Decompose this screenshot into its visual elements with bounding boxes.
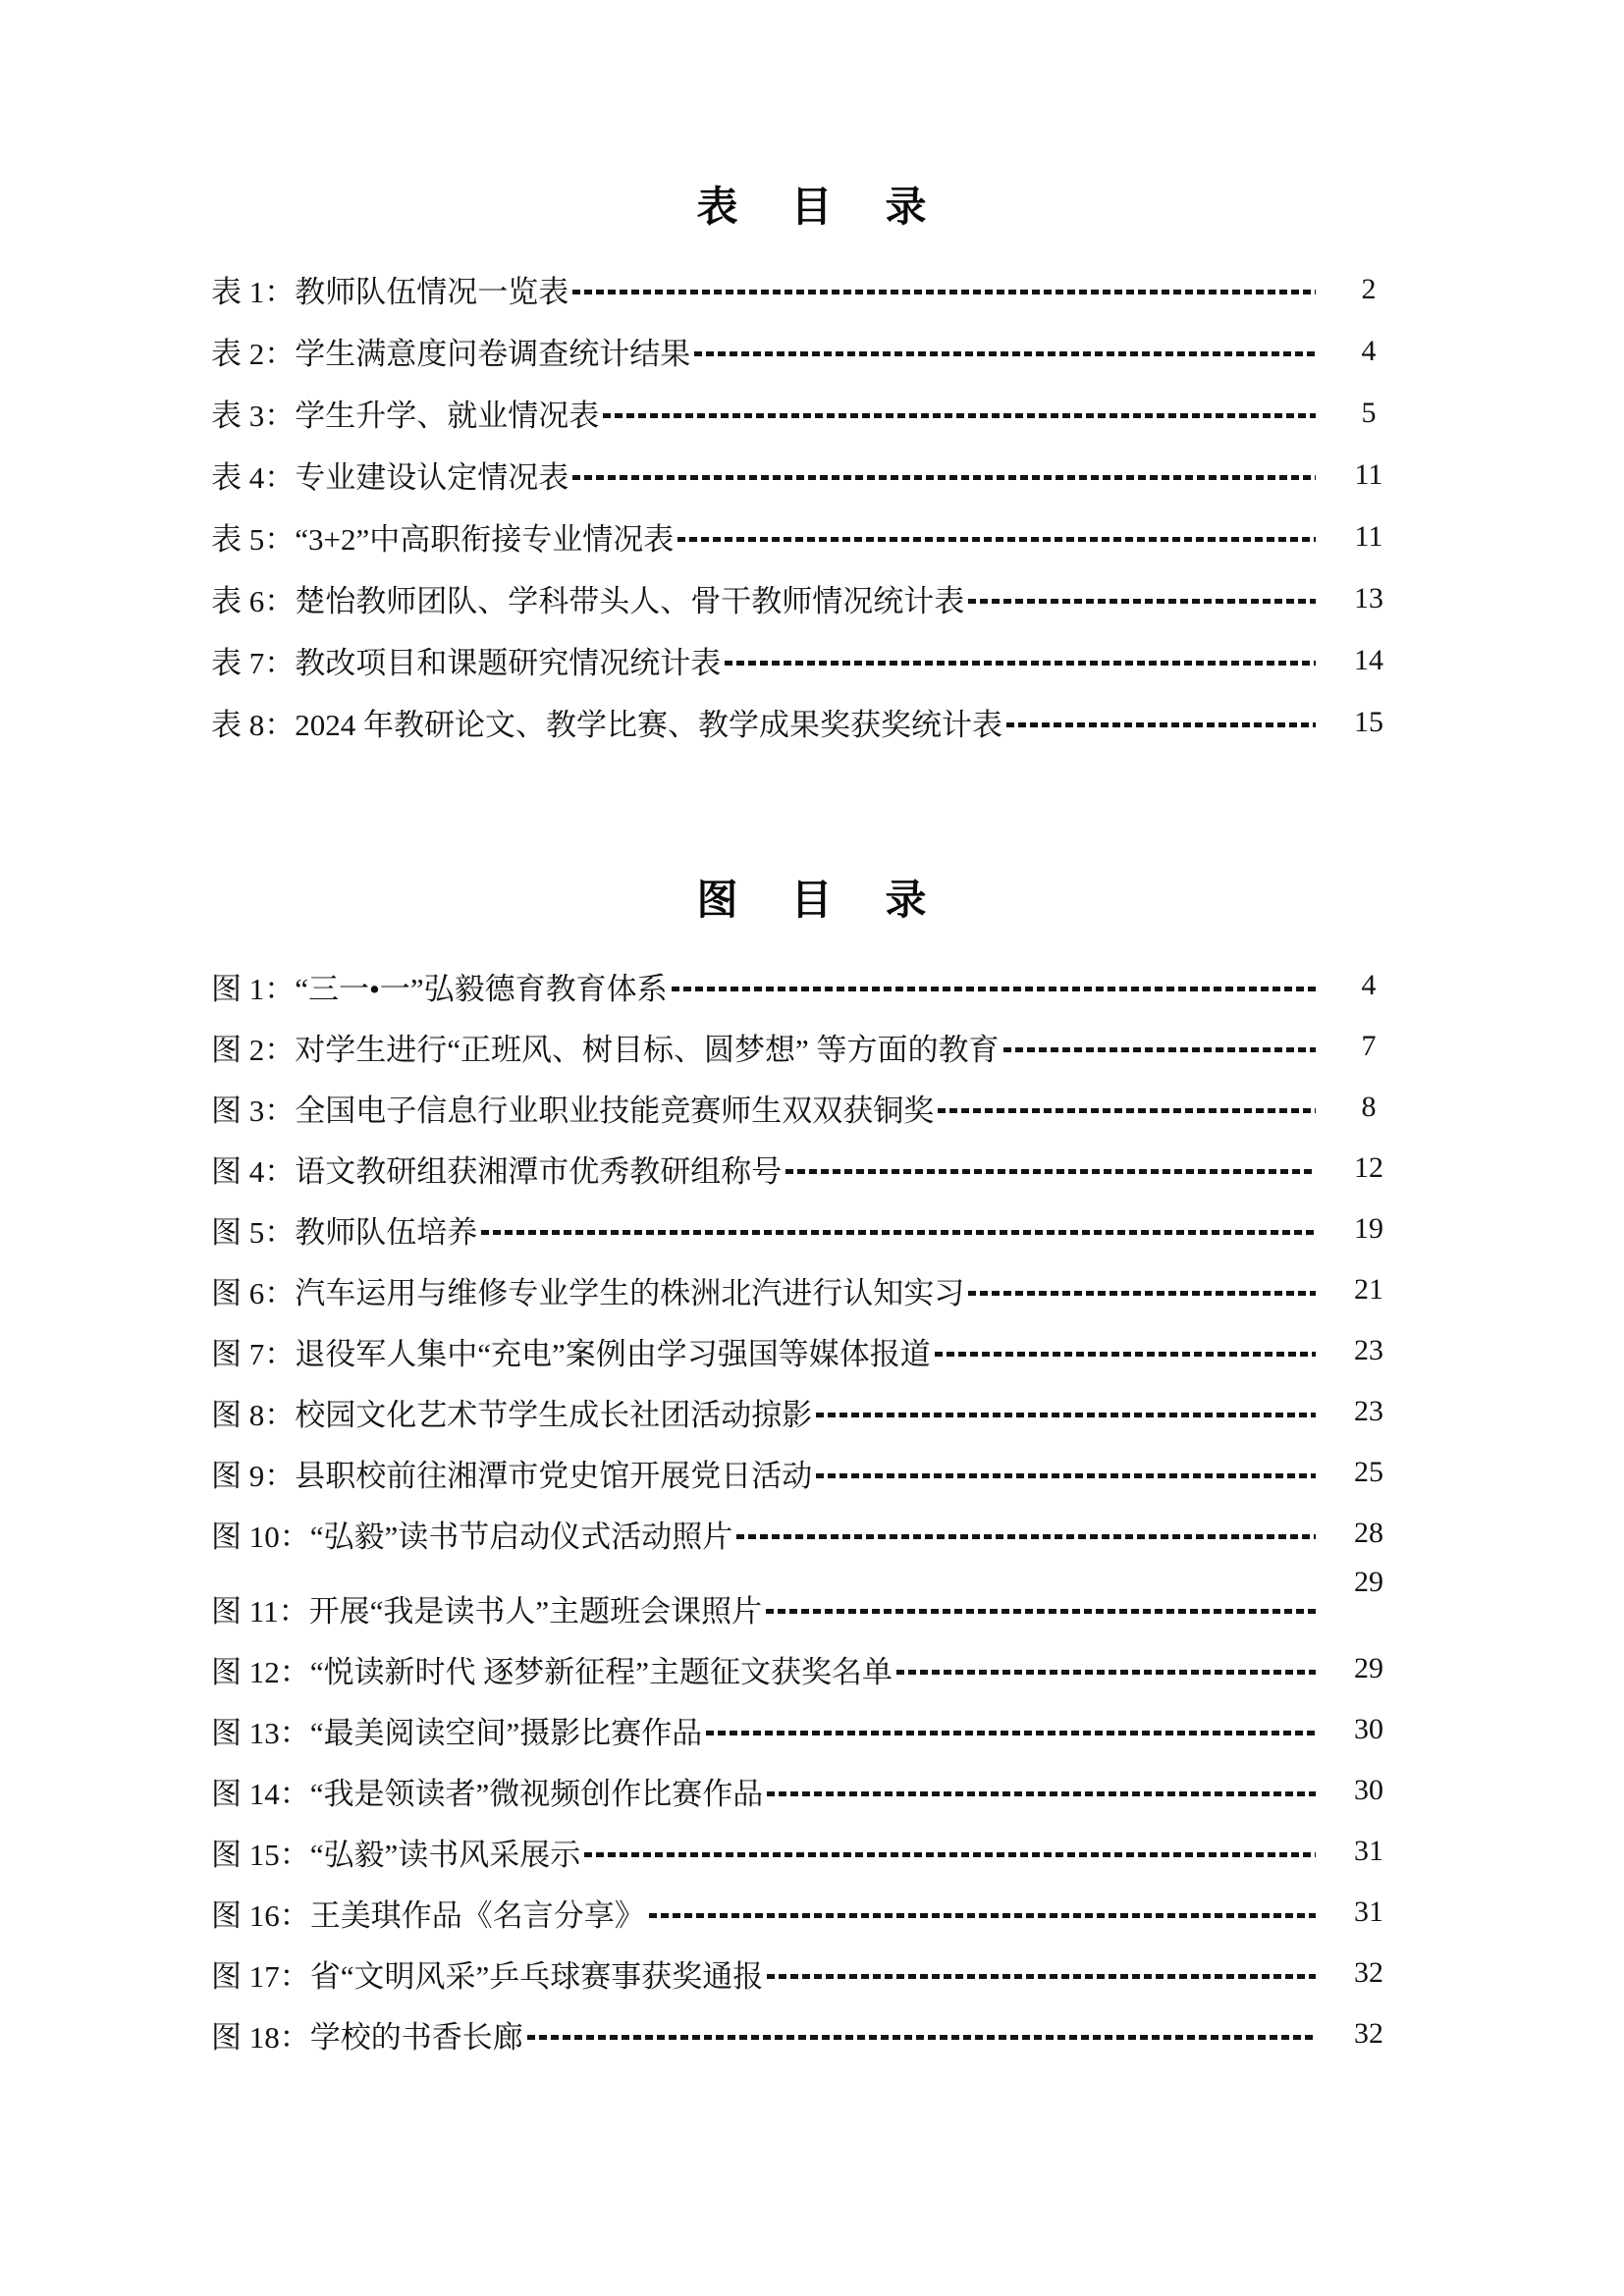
toc-entry-label: 表 1：教师队伍情况一览表 <box>211 275 569 309</box>
toc-entry-label: 图 6：汽车运用与维修专业学生的株洲北汽进行认知实习 <box>211 1275 965 1310</box>
dotted-leader <box>767 1791 1316 1796</box>
dotted-leader <box>572 290 1316 294</box>
toc-entry-label: 图 9：县职校前往湘潭市党史馆开展党日活动 <box>211 1458 813 1493</box>
toc-entry <box>211 1760 1418 1821</box>
toc-entry-page: 5 <box>1361 396 1377 429</box>
toc-entry <box>211 506 1418 567</box>
dotted-leader <box>1003 1047 1316 1052</box>
toc-entry <box>211 1259 1418 1320</box>
dotted-leader <box>816 1473 1316 1478</box>
toc-entry-label: 图 1：“三一•一”弘毅德育教育体系 <box>211 971 668 1006</box>
toc-entry <box>211 691 1418 753</box>
toc-entry-page: 14 <box>1354 643 1383 676</box>
dotted-leader <box>694 351 1316 356</box>
toc-entry-label: 图 10：“弘毅”读书节启动仪式活动照片 <box>211 1519 733 1554</box>
toc-entry-page: 4 <box>1361 334 1377 367</box>
toc-entry-page: 32 <box>1354 1956 1383 1989</box>
toc-entry-page: 31 <box>1354 1835 1383 1867</box>
toc-entry-label: 图 18：学校的书香长廊 <box>211 2019 523 2055</box>
toc-entry <box>211 320 1418 382</box>
toc-entry-page: 11 <box>1354 457 1383 491</box>
dotted-leader <box>816 1413 1316 1417</box>
toc-entry-page: 12 <box>1354 1151 1383 1184</box>
dotted-leader <box>572 475 1316 480</box>
toc-entry-label: 图 7：退役军人集中“充电”案例由学习强国等媒体报道 <box>211 1336 931 1371</box>
dotted-leader <box>481 1230 1316 1235</box>
dotted-leader <box>706 1731 1316 1735</box>
dotted-leader <box>725 661 1316 666</box>
toc-entry <box>211 1077 1418 1138</box>
toc-entry <box>211 1381 1418 1442</box>
toc-entry-page: 2 <box>1361 272 1377 305</box>
toc-entry <box>211 382 1418 444</box>
toc-entry-label: 图 4：语文教研组获湘潭市优秀教研组称号 <box>211 1153 783 1189</box>
toc-entry-page: 29 <box>1354 1652 1383 1684</box>
toc-entry <box>211 2003 1418 2064</box>
toc-entry-page: 29 <box>1354 1566 1383 1598</box>
dotted-leader <box>677 537 1316 542</box>
dotted-leader <box>935 1352 1316 1357</box>
toc-entry-page: 7 <box>1361 1030 1377 1062</box>
toc-entry-page: 30 <box>1354 1713 1383 1745</box>
toc-entry-label: 表 3：学生升学、就业情况表 <box>211 399 600 433</box>
dotted-leader <box>968 1291 1316 1296</box>
toc-entry-label: 表 7：教改项目和课题研究情况统计表 <box>211 646 722 680</box>
toc-entry-page: 13 <box>1354 581 1383 614</box>
toc-entry <box>211 1638 1418 1699</box>
dotted-leader <box>736 1534 1316 1539</box>
toc-entry-label: 表 4：专业建设认定情况表 <box>211 460 569 495</box>
toc-entry-label: 图 15：“弘毅”读书风采展示 <box>211 1837 581 1872</box>
toc-entry <box>211 955 1418 1016</box>
toc-entry-page: 11 <box>1354 519 1383 553</box>
toc-entry-label: 表 5：“3+2”中高职衔接专业情况表 <box>211 522 675 557</box>
toc-entry <box>211 444 1418 506</box>
dotted-leader <box>603 413 1316 418</box>
toc-entry <box>211 629 1418 691</box>
toc-entry-label: 图 3：全国电子信息行业职业技能竞赛师生双双获铜奖 <box>211 1093 935 1128</box>
toc-entry-page: 31 <box>1354 1896 1383 1928</box>
tables-toc-title: 表 目 录 <box>696 184 933 230</box>
dotted-leader <box>672 987 1316 991</box>
dotted-leader <box>649 1913 1316 1918</box>
toc-entry <box>211 1943 1418 2003</box>
toc-entry-page: 25 <box>1354 1456 1383 1488</box>
toc-entry-label: 图 16：王美琪作品《名言分享》 <box>211 1897 645 1933</box>
dotted-leader <box>896 1670 1316 1675</box>
toc-entry-label: 图 5：教师队伍培养 <box>211 1214 478 1250</box>
toc-entry-page: 19 <box>1354 1212 1383 1245</box>
toc-entry-page: 23 <box>1354 1334 1383 1366</box>
figures-toc-section <box>211 875 1418 2064</box>
toc-entry-page: 28 <box>1354 1517 1383 1549</box>
dotted-leader <box>785 1169 1316 1174</box>
toc-entry <box>211 1016 1418 1077</box>
figures-toc-list <box>211 955 1418 2064</box>
toc-entry-label: 图 17：省“文明风采”乒乓球赛事获奖通报 <box>211 1958 764 1994</box>
toc-entry <box>211 1503 1418 1564</box>
dotted-leader <box>1006 722 1316 727</box>
toc-entry-label: 图 2：对学生进行“正班风、树目标、圆梦想” 等方面的教育 <box>211 1032 1000 1067</box>
dotted-leader <box>767 1974 1316 1979</box>
figures-toc-title: 图 目 录 <box>696 877 933 923</box>
dotted-leader <box>766 1609 1316 1614</box>
dotted-leader <box>968 599 1316 604</box>
toc-entry <box>211 1699 1418 1760</box>
toc-entry-page: 8 <box>1361 1091 1377 1123</box>
toc-entry-page: 30 <box>1354 1774 1383 1806</box>
dotted-leader <box>938 1108 1316 1113</box>
toc-entry <box>211 1442 1418 1503</box>
toc-entry <box>211 1320 1418 1381</box>
toc-entry <box>211 1882 1418 1943</box>
tables-toc-section <box>211 182 1418 753</box>
toc-entry-page: 32 <box>1354 2017 1383 2050</box>
dotted-leader <box>527 2035 1316 2040</box>
toc-entry <box>211 258 1418 320</box>
toc-entry <box>211 1138 1418 1199</box>
toc-entry-page: 4 <box>1361 969 1377 1001</box>
toc-entry <box>211 567 1418 629</box>
toc-entry <box>211 1821 1418 1882</box>
toc-entry <box>211 1199 1418 1259</box>
toc-entry-label: 图 8：校园文化艺术节学生成长社团活动掠影 <box>211 1397 813 1432</box>
toc-entry-page: 15 <box>1354 705 1383 738</box>
toc-entry-label: 表 6：楚怡教师团队、学科带头人、骨干教师情况统计表 <box>211 584 965 618</box>
toc-entry-label: 图 14：“我是领读者”微视频创作比赛作品 <box>211 1776 764 1811</box>
tables-toc-list <box>211 258 1418 753</box>
toc-entry-page: 21 <box>1354 1273 1383 1306</box>
toc-entry-label: 图 12：“悦读新时代 逐梦新征程”主题征文获奖名单 <box>211 1654 893 1689</box>
toc-entry-label: 图 11：开展“我是读书人”主题班会课照片 <box>211 1593 763 1629</box>
toc-entry-page: 23 <box>1354 1395 1383 1427</box>
toc-entry-label: 图 13：“最美阅读空间”摄影比赛作品 <box>211 1715 703 1750</box>
toc-entry <box>211 1566 1418 1638</box>
dotted-leader <box>584 1852 1316 1857</box>
toc-entry-label: 表 8：2024 年教研论文、教学比赛、教学成果奖获奖统计表 <box>211 708 1002 742</box>
toc-entry-label: 表 2：学生满意度问卷调查统计结果 <box>211 337 691 371</box>
